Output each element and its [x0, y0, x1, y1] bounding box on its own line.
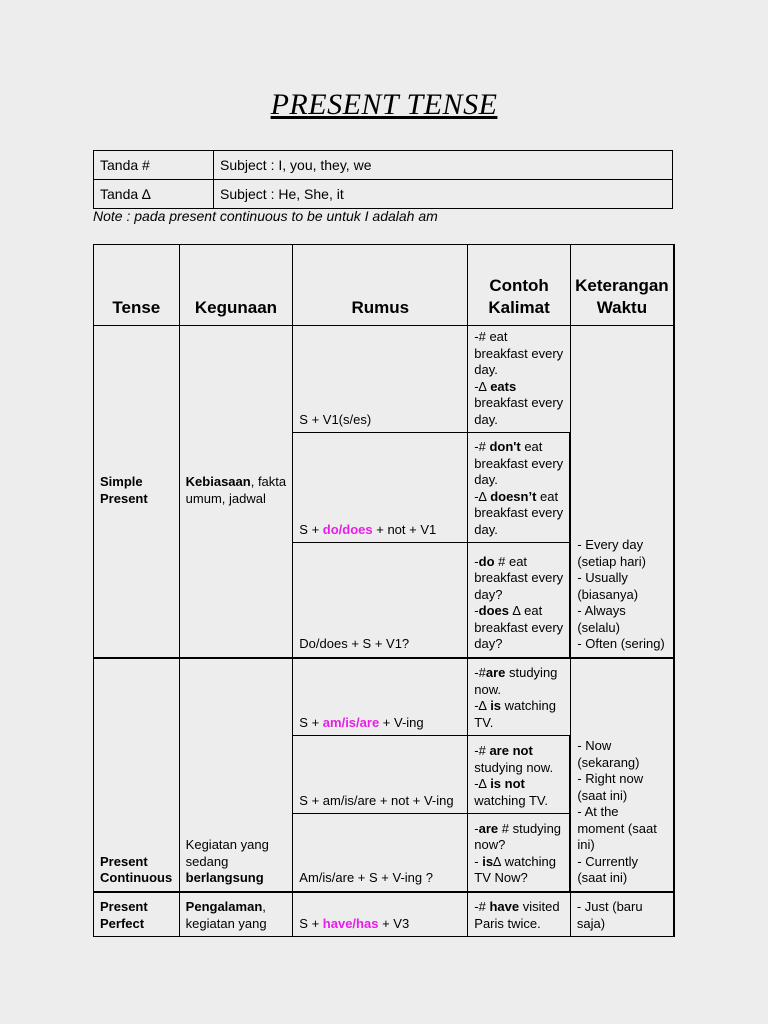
tanda-label: Tanda #: [94, 151, 214, 180]
contoh-cell: -#are studying now. -∆ is watching TV.: [468, 658, 571, 736]
header-row: [94, 245, 675, 326]
kegunaan-cell: Kegiatan yang sedang berlangsung: [179, 658, 293, 892]
tense-name: Present Continuous: [94, 658, 180, 892]
contoh-cell: -# don't eat breakfast every day. -∆ doesn’t eat breakfast every day.: [468, 433, 571, 543]
tense-name: Present Perfect: [94, 892, 180, 937]
contoh-cell: -# eat breakfast every day. -∆ eats breakfast every day.: [468, 326, 571, 433]
header-tense: Tense: [94, 245, 180, 326]
contoh-cell: -are # studying now? - is∆ watching TV Now?: [468, 814, 571, 892]
rumus-cell: S + am/is/are + not + V-ing: [293, 736, 468, 814]
rumus-cell: Do/does + S + V1?: [293, 543, 468, 658]
rumus-cell: S + do/does + not + V1: [293, 433, 468, 543]
tense-name: Simple Present: [94, 326, 180, 658]
header-kegunaan: Kegunaan: [179, 245, 293, 326]
kegunaan-cell: Kebiasaan, fakta umum, jadwal: [179, 326, 293, 658]
note-text: Note : pada present continuous to be untuk I adalah am: [93, 208, 438, 224]
tanda-subject: Subject : He, She, it: [214, 180, 673, 209]
tense-table: [93, 244, 675, 937]
contoh-cell: -do # eat breakfast every day? -does ∆ eat breakfast every day?: [468, 543, 571, 658]
tanda-subject: Subject : I, you, they, we: [214, 151, 673, 180]
keterangan-cell: - Just (baru saja): [570, 892, 674, 937]
rumus-cell: S + have/has + V3: [293, 892, 468, 937]
tanda-table: [93, 150, 673, 209]
page-title: PRESENT TENSE: [270, 88, 498, 121]
table-row: [94, 658, 675, 736]
table-row: [94, 326, 675, 433]
contoh-cell: -# have visited Paris twice.: [468, 892, 571, 937]
keterangan-cell: - Every day (setiap hari) - Usually (biasanya) - Always (selalu) - Often (sering): [570, 326, 674, 658]
rumus-cell: Am/is/are + S + V-ing ?: [293, 814, 468, 892]
header-rumus: Rumus: [293, 245, 468, 326]
header-keterangan: Keterangan Waktu: [570, 245, 674, 326]
header-contoh: Contoh Kalimat: [468, 245, 571, 326]
tanda-row: [94, 151, 673, 180]
keterangan-cell: - Now (sekarang) - Right now (saat ini) - At the moment (saat ini) - Currently (saat ini): [570, 658, 674, 892]
rumus-cell: S + am/is/are + V-ing: [293, 658, 468, 736]
kegunaan-cell: Pengalaman, kegiatan yang: [179, 892, 293, 937]
tanda-label: Tanda ∆: [94, 180, 214, 209]
table-row: [94, 892, 675, 937]
tanda-row: [94, 180, 673, 209]
contoh-cell: -# are not studying now. -∆ is not watching TV.: [468, 736, 571, 814]
rumus-cell: S + V1(s/es): [293, 326, 468, 433]
